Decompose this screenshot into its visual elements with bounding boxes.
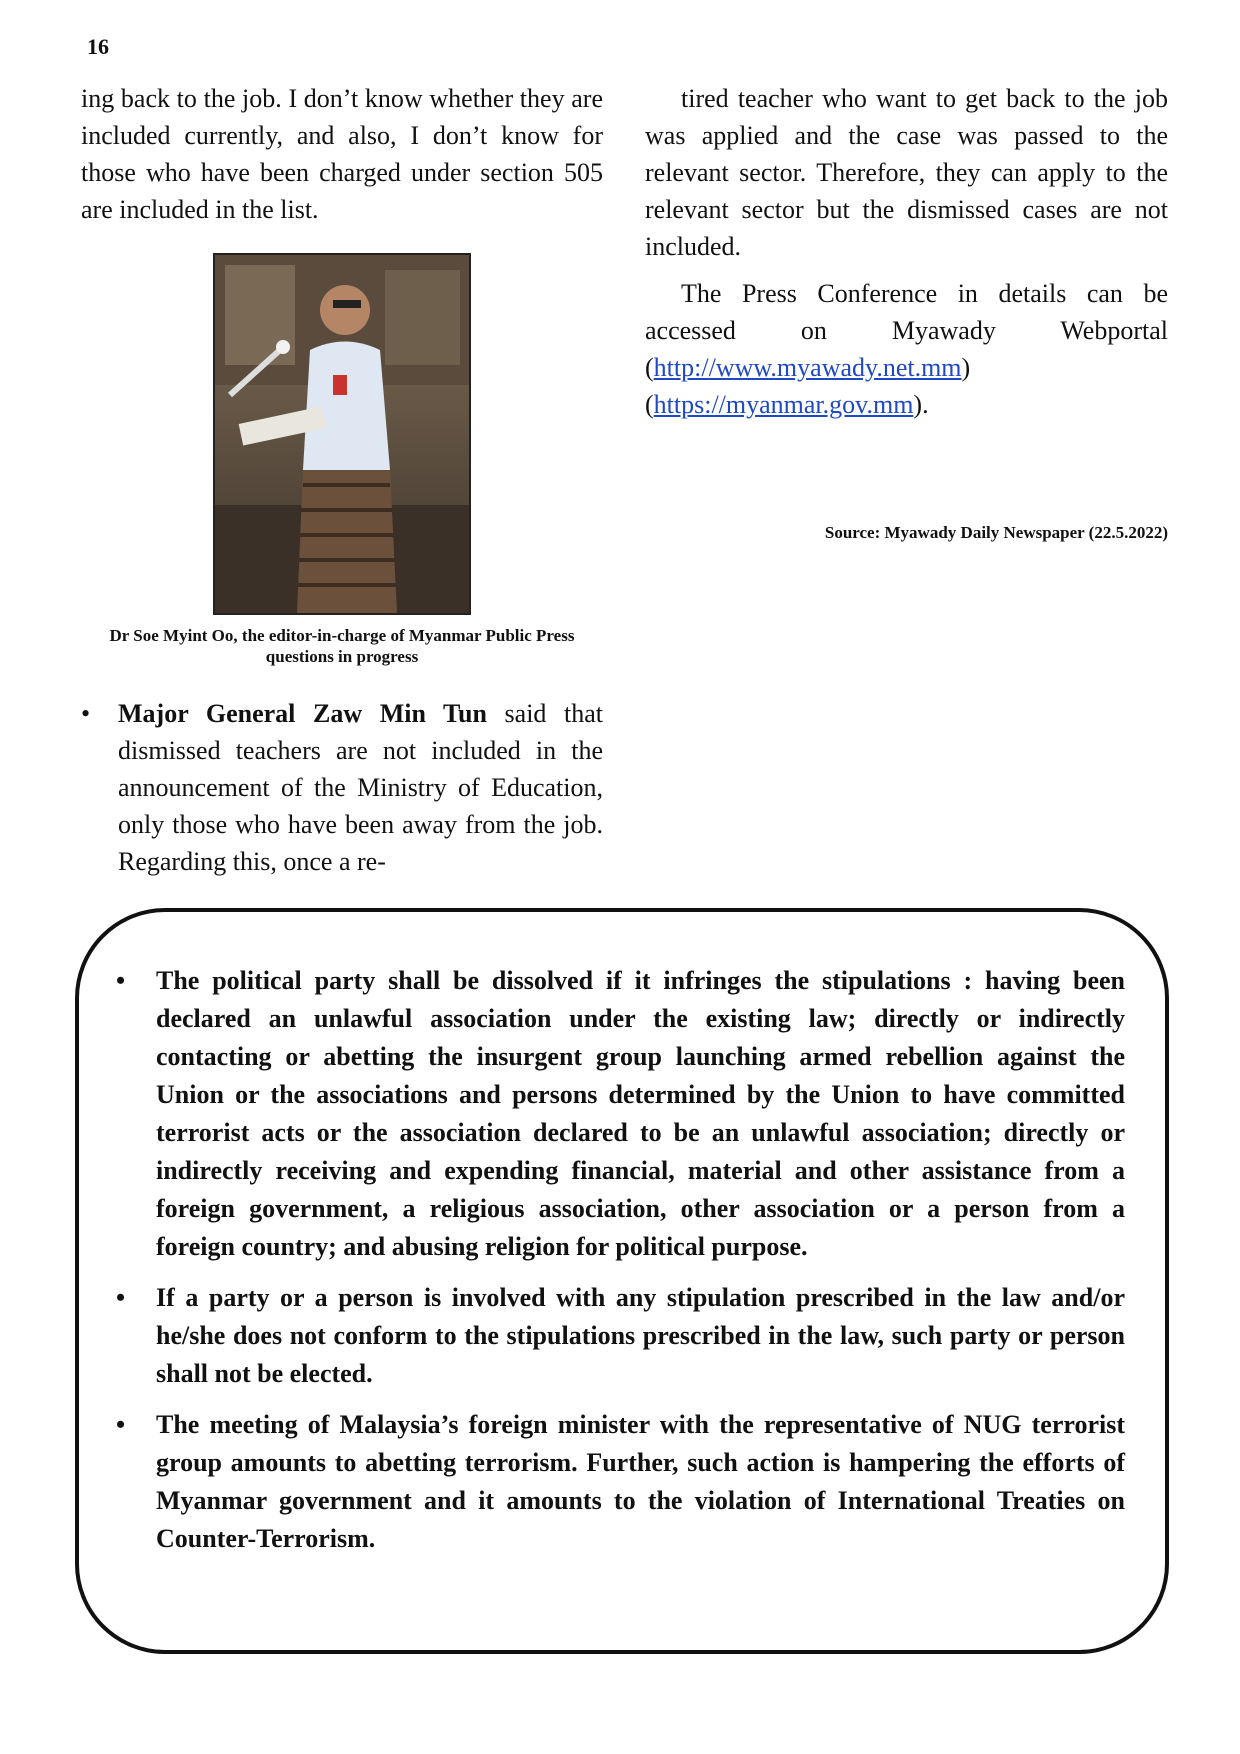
list-item: • The meeting of Malaysia’s foreign minister with the representative of NUG terrorist group amounts to abetting terrorism. Further, such action is hampering the efforts of Myanmar government and it amounts to the violation of International Treaties on Counter-Terrorism. (116, 1406, 1125, 1558)
paragraph-end: ). (913, 390, 929, 419)
link-separator: ) ( (645, 353, 971, 419)
bold-name: Major General Zaw Min Tun (118, 699, 487, 728)
paragraph-text: The Press Conference in details can be accessed on Myawady Webportal ( (645, 279, 1168, 382)
speaker-illustration (215, 255, 469, 613)
left-bullet-list (81, 695, 603, 880)
list-item: • The political party shall be dissolved if it infringes the stipulations : having been declared an unlawful association under the existing law; directly or indirectly contacting or abetting the insurgent group launching armed rebellion against the Union or the associations and persons determined by the Union to have committed terrorist acts or the association declared to be an unlawful association; directly or indirectly receiving and expending financial, material and other assistance from a foreign government, a religious association, other association or a person from a foreign country; and abusing religion for political purpose. (116, 962, 1125, 1266)
list-item: • If a party or a person is involved with any stipulation prescribed in the law and/or he/she does not conform to the stipulations prescribed in the law, such party or person shall not be elected. (116, 1279, 1125, 1393)
myanmar-gov-link[interactable]: https://myanmar.gov.mm (653, 390, 914, 419)
left-column (81, 80, 603, 880)
right-column (645, 80, 1168, 423)
bullet-text: said that dismissed teachers are not included in the announcement of the Ministry of Education, only those who have been away from the job. Regarding this, once a re- (118, 699, 603, 876)
myawady-link[interactable]: http://www.myawady.net.mm (653, 353, 962, 382)
page-number: 16 (87, 34, 109, 59)
figure-caption: Dr Soe Myint Oo, the editor-in-charge of Myanmar Public Press questions in progress (109, 626, 575, 666)
figure (81, 253, 603, 667)
highlight-box (75, 908, 1169, 1654)
right-paragraph-2 (645, 275, 1168, 423)
left-paragraph: ing back to the job. I don’t know whether they are included currently, and also, I don’t know for those who have been charged under section 505 are included in the list. (81, 84, 603, 224)
box-bullet-list (116, 962, 1125, 1558)
speaker-photo (213, 253, 471, 615)
source-note: Source: Myawady Daily Newspaper (22.5.2022) (824, 523, 1168, 542)
right-paragraph-1: tired teacher who want to get back to the job was applied and the case was passed to the relevant sector. Therefore, they can apply to the relevant sector but the dismissed cases are not included. (645, 84, 1168, 261)
list-item (81, 695, 603, 880)
